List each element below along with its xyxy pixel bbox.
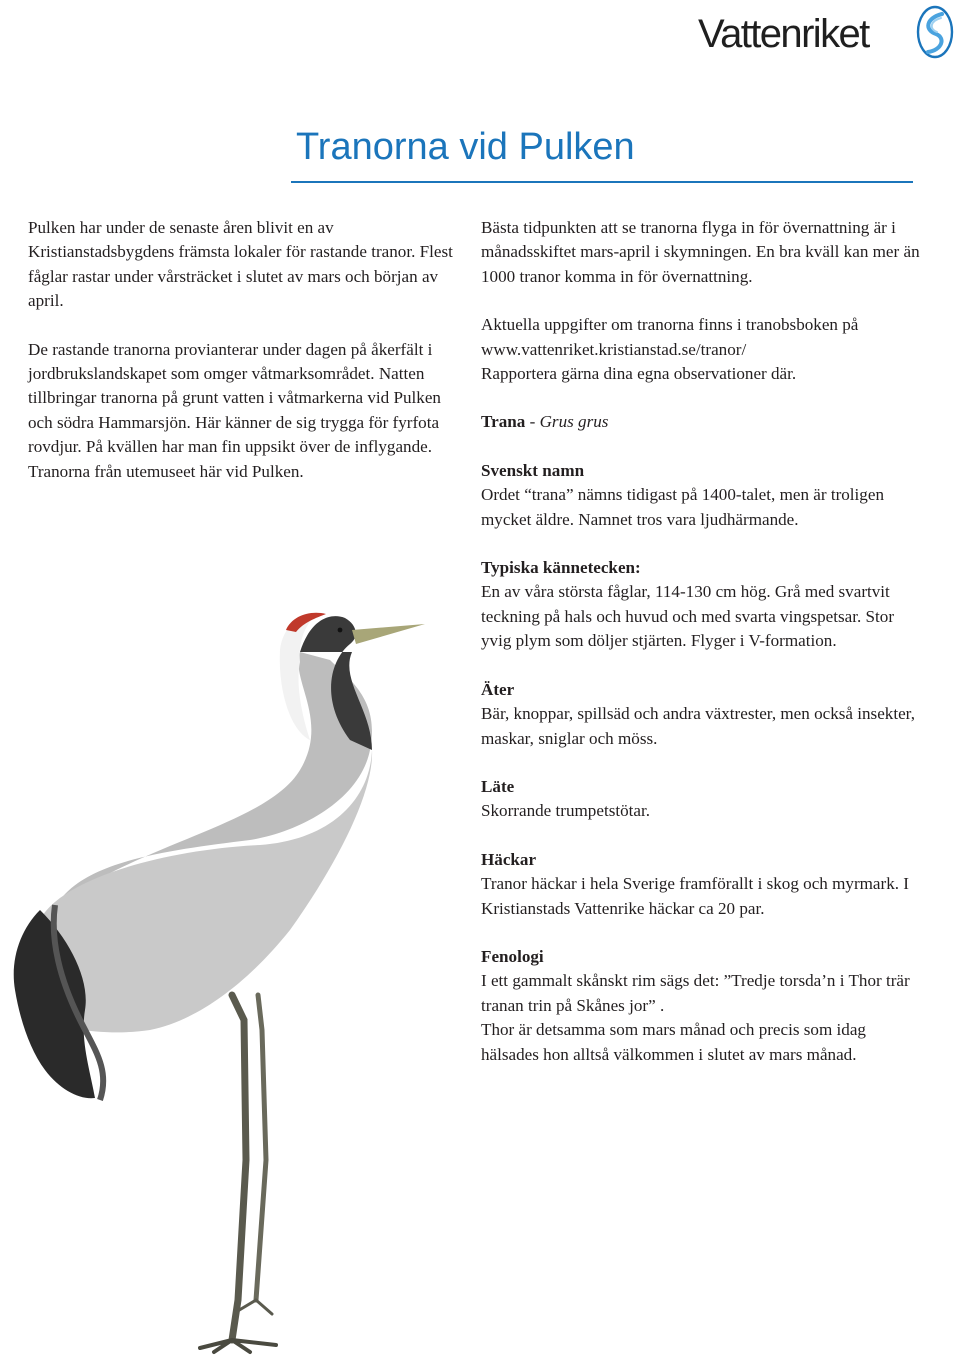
section-swedish-name	[481, 459, 921, 532]
section-phenology	[481, 945, 921, 1067]
section-text: I ett gammalt skånskt rim sägs det: ”Tredje torsda’n i Thor trär tranan trin på Skånes jor” .	[481, 971, 910, 1015]
species-separator: -	[525, 412, 540, 432]
section-text: Ordet “trana” nämns tidigast på 1400-talet, men är troligen mycket äldre. Namnet tros vara ljudhärmande.	[481, 485, 884, 529]
tranobsbok-text: Aktuella uppgifter om tranorna finns i tranobsboken på www.vattenriket.kristianstad.se/tranor/	[481, 315, 859, 359]
section-call	[481, 775, 921, 824]
species-name: Trana	[481, 412, 526, 432]
behaviour-paragraph: De rastande tranorna provianterar under dagen på åkerfält i jordbrukslandskapet som omger våtmarksområdet. Natten tillbringar tranorna på grunt vatten i våtmarkerna vid Pulken och södra Hammarsjön. Här känner de sig trygga för fyrfota rovdjur. På kvällen har man fin uppsikt över de inflygande. Tranorna från utemuseet här vid Pulken.	[28, 339, 441, 481]
intro-paragraph: Pulken har under de senaste åren blivit en av Kristianstadsbygdens främsta lokaler för rastande tranor. Flest fåglar rastar under vårsträcket i slutet av mars och början av april.	[28, 218, 453, 311]
section-features	[481, 556, 921, 654]
section-diet	[481, 678, 921, 751]
section-text: Tranor häckar i hela Sverige framförallt i skog och myrmark. I Kristianstads Vattenrike häckar ca 20 par.	[481, 874, 910, 918]
species-latin: Grus grus	[539, 412, 609, 432]
section-heading: Fenologi	[481, 946, 544, 966]
crane-illustration	[0, 600, 480, 1365]
section-text: Skorrande trumpetstötar.	[481, 801, 651, 821]
right-column	[481, 216, 921, 1091]
vattenriket-logo	[690, 4, 960, 60]
species-line	[481, 410, 921, 434]
left-column	[28, 216, 468, 508]
section-heading: Häckar	[481, 849, 537, 869]
section-text: En av våra största fåglar, 114-130 cm hög. Grå med svartvit teckning på hals och huvud och med svarta vingspetsar. Stor yvig plym som döljer stjärten. Flyger i V-formation.	[481, 582, 895, 651]
best-time-paragraph: Bästa tidpunkten att se tranorna flyga in för övernattning är i månadsskiftet mars-april i skymningen. En bra kväll kan mer än 1000 tranor komma in för övernattning.	[481, 218, 920, 286]
title-rule	[291, 181, 913, 183]
section-heading: Svenskt namn	[481, 460, 585, 480]
page-title: Tranorna vid Pulken	[296, 126, 635, 168]
wave-s-icon	[916, 4, 954, 60]
section-heading: Läte	[481, 776, 515, 796]
report-text: Rapportera gärna dina egna observationer där.	[481, 364, 797, 384]
section-breeding	[481, 848, 921, 921]
observations-paragraph	[481, 313, 921, 386]
section-text: Thor är detsamma som mars månad och precis som idag hälsades hon alltså välkommen i slutet av mars månad.	[481, 1020, 866, 1064]
logo-wordmark: Vattenriket	[698, 12, 869, 56]
section-heading: Typiska kännetecken:	[481, 558, 641, 578]
section-heading: Äter	[481, 679, 515, 699]
section-text: Bär, knoppar, spillsäd och andra växtrester, men också insekter, maskar, sniglar och möss.	[481, 704, 915, 748]
